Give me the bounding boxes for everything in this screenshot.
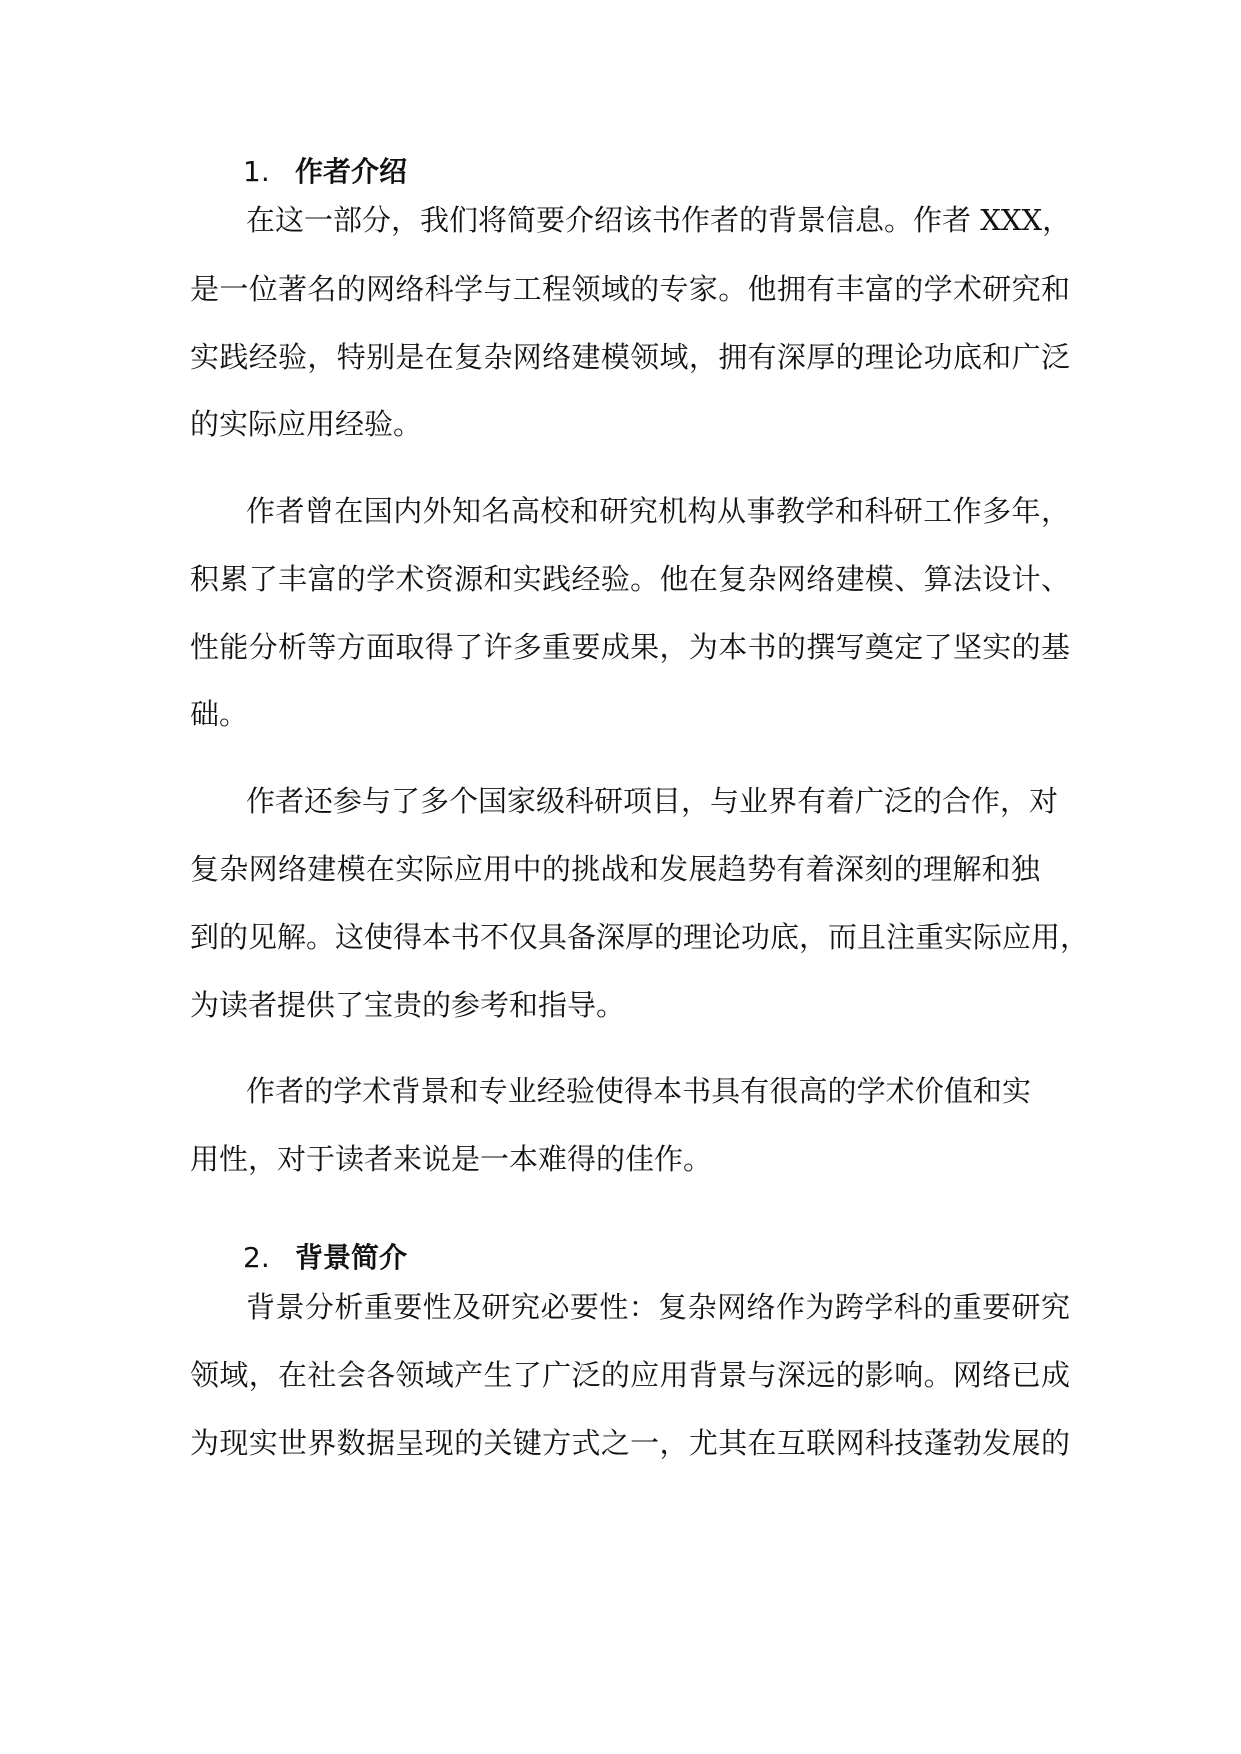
paragraph-line: 背景分析重要性及研究必要性：复杂网络作为跨学科的重要研究: [246, 1290, 1070, 1324]
paragraph-line: 础。: [190, 697, 249, 731]
section-title: 作者介绍: [295, 155, 408, 188]
section-heading: [243, 1238, 407, 1278]
paragraph-line: 作者的学术背景和专业经验使得本书具有很高的学术价值和实: [246, 1074, 1031, 1108]
paragraph-line: 到的见解。这使得本书不仅具备深厚的理论功底，而且注重实际应用，: [190, 920, 1090, 954]
section-heading: [243, 152, 407, 192]
paragraph-line: 领域，在社会各领域产生了广泛的应用背景与深远的影响。网络已成: [190, 1358, 1070, 1392]
paragraph-line: 是一位著名的网络科学与工程领域的专家。他拥有丰富的学术研究和: [190, 272, 1070, 306]
paragraph-line: 性能分析等方面取得了许多重要成果，为本书的撰写奠定了坚实的基: [190, 630, 1070, 664]
paragraph-line: 为现实世界数据呈现的关键方式之一，尤其在互联网科技蓬勃发展的: [190, 1426, 1070, 1460]
section-number: 2.: [243, 1241, 270, 1274]
section-number: 1.: [243, 155, 270, 188]
paragraph-line: 在这一部分，我们将简要介绍该书作者的背景信息。作者 XXX，: [246, 203, 1072, 237]
paragraph-line: 用性，对于读者来说是一本难得的佳作。: [190, 1142, 713, 1176]
paragraph-line: 作者还参与了多个国家级科研项目，与业界有着广泛的合作，对: [246, 784, 1059, 818]
paragraph-line: 为读者提供了宝贵的参考和指导。: [190, 988, 626, 1022]
paragraph-line: 实践经验，特别是在复杂网络建模领域，拥有深厚的理论功底和广泛: [190, 340, 1070, 374]
paragraph-line: 的实际应用经验。: [190, 407, 423, 441]
paragraph-line: 作者曾在国内外知名高校和研究机构从事教学和科研工作多年，: [246, 494, 1070, 528]
section-title: 背景简介: [295, 1241, 408, 1274]
paragraph-line: 积累了丰富的学术资源和实践经验。他在复杂网络建模、算法设计、: [190, 562, 1070, 596]
paragraph-line: 复杂网络建模在实际应用中的挑战和发展趋势有着深刻的理解和独: [190, 852, 1040, 886]
